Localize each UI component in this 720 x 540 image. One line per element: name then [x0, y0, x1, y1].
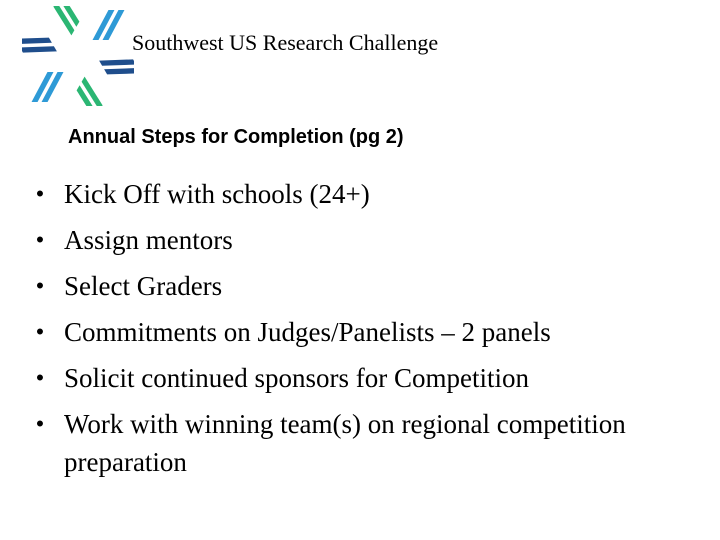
bullet-icon: •: [36, 227, 44, 252]
bullet-icon: •: [36, 411, 44, 436]
slide-subtitle: Annual Steps for Completion (pg 2): [68, 126, 404, 148]
bullet-icon: •: [36, 181, 44, 206]
bullet-icon: •: [36, 319, 44, 344]
bullet-text: Select Graders: [64, 271, 223, 301]
bullet-text: Assign mentors: [64, 225, 233, 255]
bullet-list: [28, 175, 708, 489]
bullet-text: Solicit continued sponsors for Competition: [64, 363, 529, 393]
bullet-item: [28, 313, 708, 351]
bullet-item: [28, 221, 708, 259]
bullet-icon: •: [36, 273, 44, 298]
bullet-text: Commitments on Judges/Panelists – 2 panels: [64, 317, 551, 347]
organization-title: Southwest US Research Challenge: [132, 30, 439, 55]
bullet-item: [28, 175, 708, 213]
bullet-item: [28, 359, 708, 397]
bullet-item: [28, 267, 708, 305]
bullet-icon: •: [36, 365, 44, 390]
bullet-text: Kick Off with schools (24+): [64, 179, 370, 209]
bullet-text: Work with winning team(s) on regional competition preparation: [64, 409, 626, 477]
organization-logo-icon: [22, 6, 134, 106]
bullet-item: [28, 405, 708, 481]
